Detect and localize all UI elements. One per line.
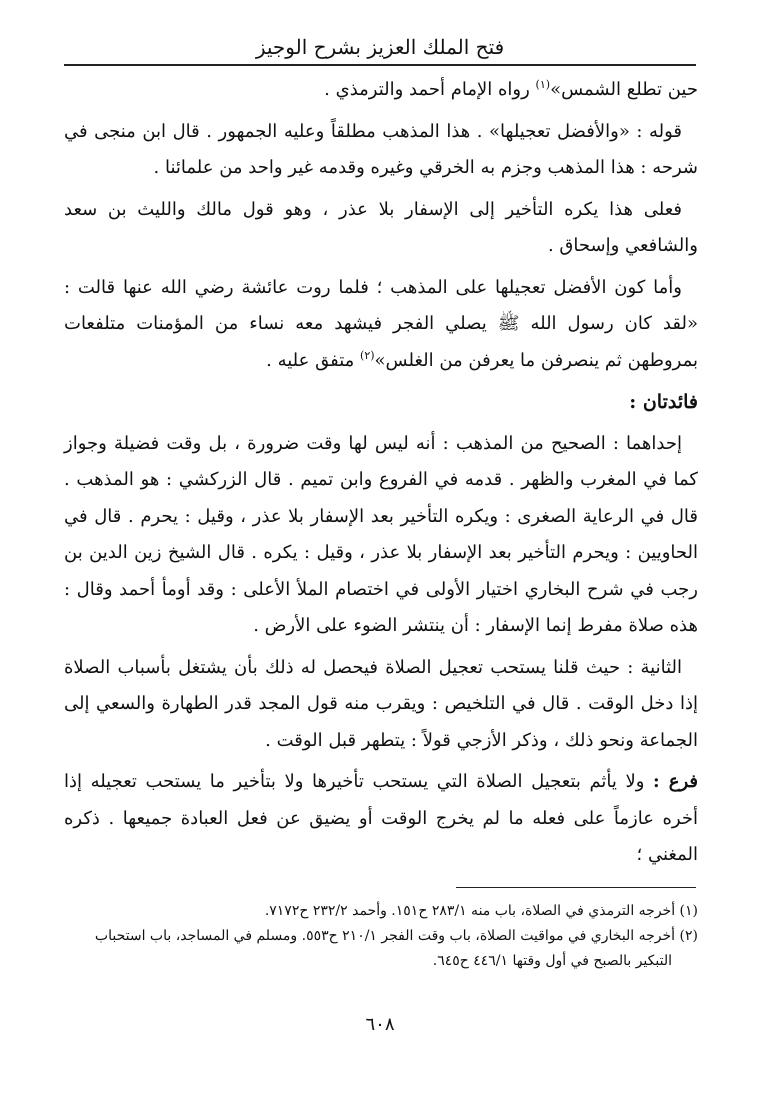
paragraph-4-text: وأما كون الأفضل تعجيلها على المذهب ؛ فلما روت عائشة رضي الله عنها قالت : «لقد كان رسول الله ﷺ يصلي الفجر فيشهد معه نساء من المؤمنات متلفعات بمروطهن ثم ينصرفن ما يعرفن من الغلس»	[64, 276, 698, 371]
page-number: ٦٠٨	[365, 1014, 395, 1035]
footnote-2: (٢) أخرجه البخاري في مواقيت الصلاة، باب وقت الفجر ٢١٠/١ ح٥٥٣. ومسلم في المساجد، باب استحباب	[94, 928, 698, 944]
main-text	[64, 72, 698, 874]
paragraph-7-lead: فرع :	[653, 771, 699, 792]
paragraph-4-end: متفق عليه .	[266, 349, 361, 371]
paragraph-1-end: رواه الإمام أحمد والترمذي .	[324, 79, 536, 100]
section-heading: فائدتان :	[629, 391, 698, 413]
paragraph-3: فعلى هذا يكره التأخير إلى الإسفار بلا عذر ، وهو قول مالك والليث بن سعد والشافعي وإسحاق .	[64, 198, 698, 256]
paragraph-1-text: حين تطلع الشمس»	[550, 79, 698, 100]
footnote-ref-1: (١)	[535, 78, 551, 91]
running-header: فتح الملك العزيز بشرح الوجيز	[64, 30, 696, 66]
paragraph-1	[64, 72, 698, 109]
paragraph-7-text: ولا يأثم بتعجيل الصلاة التي يستحب تأخيرها ولا بتأخير ما يستحب تعجيله إذا أخره عازماً على فعله ما لم يخرج الوقت أو يضيق عن فعل العبادة جميعها . ذكره المغني ؛	[64, 771, 698, 865]
paragraph-7	[64, 764, 698, 874]
footnotes	[64, 899, 698, 974]
footnote-1: (١) أخرجه الترمذي في الصلاة، باب منه ٢٨٣/١ ح١٥١. وأحمد ٢٣٢/٢ ح٧١٧٢.	[264, 903, 698, 919]
paragraph-5: إحداهما : الصحيح من المذهب : أنه ليس لها وقت ضرورة ، بل وقت فضيلة وجواز كما في المغرب والظهر . قدمه في الفروع وابن تميم . قال الزركشي : هو المذهب . قال في الرعاية الصغرى : ويكره التأخير بعد الإسفار بلا عذر ، وقيل : يحرم . قال في الحاويين : ويحرم التأخير بعد الإسفار بلا عذر ، وقيل : يكره . قال الشيخ زين الدين بن رجب في شرح البخاري اختيار الأولى في اختصام الملأ الأعلى : وقد أومأ أحمد وقال : هذه صلاة مفرط إنما الإسفار : أن ينتشر الضوء على الأرض .	[64, 432, 698, 636]
footnote-2-continuation: التبكير بالصبح في أول وقتها ٤٤٦/١ ح٦٤٥.	[432, 953, 672, 969]
footnote-divider	[456, 887, 696, 888]
paragraph-2: قوله : «والأفضل تعجيلها» . هذا المذهب مطلقاً وعليه الجمهور . قال ابن منجى في شرحه : هذا المذهب وجزم به الخرقي وغيره وقدمه غير واحد من علمائنا .	[64, 120, 698, 178]
footnote-ref-2: (٢)	[360, 348, 375, 362]
paragraph-4	[64, 270, 698, 380]
paragraph-6: الثانية : حيث قلنا يستحب تعجيل الصلاة فيحصل له ذلك بأن يشتغل بأسباب الصلاة إذا دخل الوقت . قال في التلخيص : ويقرب منه قول المجد قدر الطهارة والسعي إلى الجماعة ونحو ذلك ، وذكر الأزجي قولاً : يتطهر قبل الوقت .	[64, 656, 698, 751]
